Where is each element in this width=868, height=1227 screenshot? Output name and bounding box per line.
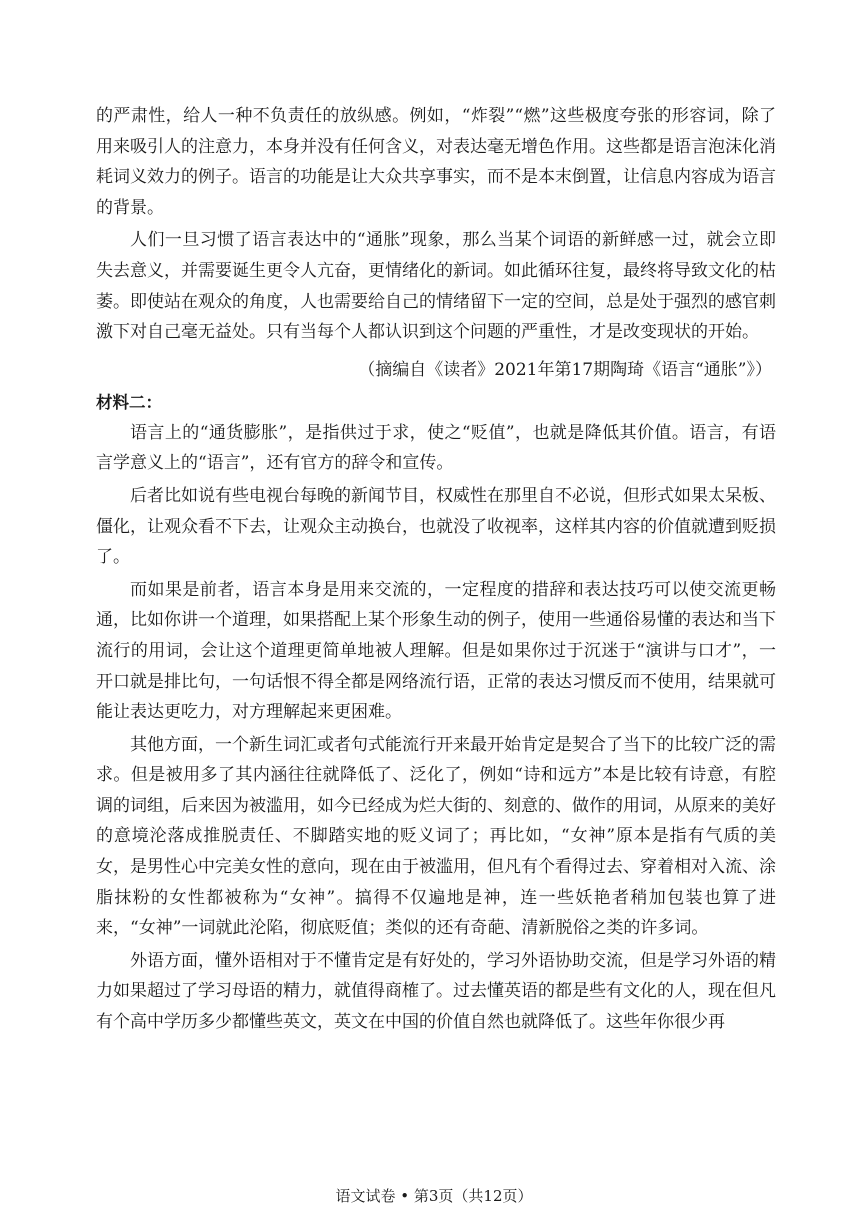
page-content [96, 101, 776, 1038]
paragraph: 其他方面，一个新生词汇或者句式能流行开来最开始肯定是契合了当下的比较广泛的需求。但是被用多了其内涵往往就降低了、泛化了，例如“诗和远方”本是比较有诗意，有腔调的词组，后来因为被滥用，如今已经成为烂大街的、刻意的、做作的用词，从原来的美好的意境沦落成推脱责任、不脚踏实地的贬义词了；再比如，“女神”原本是指有气质的美女，是男性心中完美女性的意向，现在由于被滥用，但凡有个看得过去、穿着相对入流、涂脂抹粉的女性都被称为“女神”。搞得不仅遍地是神，连一些妖艳者稍加包装也算了进来，“女神”一词就此沦陷，彻底贬值；类似的还有奇葩、清新脱俗之类的许多词。 [96, 734, 776, 939]
paragraph: 后者比如说有些电视台每晚的新闻节目，权威性在那里自不必说，但形式如果太呆板、僵化，让观众看不下去，让观众主动换台，也就没了收视率，这样其内容的价值就遭到贬损了。 [96, 485, 776, 568]
source-citation: （摘编自《读者》2021年第17期陶琦《语言“通胀”》） [358, 359, 772, 380]
paragraph: 而如果是前者，语言本身是用来交流的，一定程度的措辞和表达技巧可以使交流更畅通，比如你讲一个道理，如果搭配上某个形象生动的例子，使用一些通俗易懂的表达和当下流行的用词，会让这个道理更简单地被人理解。但是如果你过于沉迷于“演讲与口才”，一开口就是排比句，一句话恨不得全都是网络流行语，正常的表达习惯反而不使用，结果就可能让表达更吃力，对方理解起来更困难。 [96, 579, 776, 723]
paragraph: 的严肃性，给人一种不负责任的放纵感。例如，“炸裂”“燃”这些极度夸张的形容词，除了用来吸引人的注意力，本身并没有任何含义，对表达毫无增色作用。这些都是语言泡沫化消耗词义效力的例子。语言的功能是让大众共享事实，而不是本末倒置，让信息内容成为语言的背景。 [96, 106, 776, 218]
paragraph: 语言上的“通货膨胀”，是指供过于求，使之“贬值”，也就是降低其价值。语言，有语言学意义上的“语言”，还有官方的辞令和宣传。 [96, 422, 776, 474]
paragraph: 人们一旦习惯了语言表达中的“通胀”现象，那么当某个词语的新鲜感一过，就会立即失去意义，并需要诞生更令人亢奋，更情绪化的新词。如此循环往复，最终将导致文化的枯萎。即使站在观众的角度，人也需要给自己的情绪留下一定的空间，总是处于强烈的感官刺激下对自己毫无益处。只有当每个人都认识到这个问题的严重性，才是改变现状的开始。 [96, 230, 776, 343]
section-heading: 材料二： [96, 392, 162, 412]
paragraph: 外语方面，懂外语相对于不懂肯定是有好处的，学习外语协助交流，但是学习外语的精力如果超过了学习母语的精力，就值得商榷了。过去懂英语的都是些有文化的人，现在但凡有个高中学历多少都懂些英文，英文在中国的价值自然也就降低了。这些年你很少再 [96, 950, 776, 1033]
page-footer: 语文试卷 • 第3页（共12页） [335, 1187, 533, 1205]
